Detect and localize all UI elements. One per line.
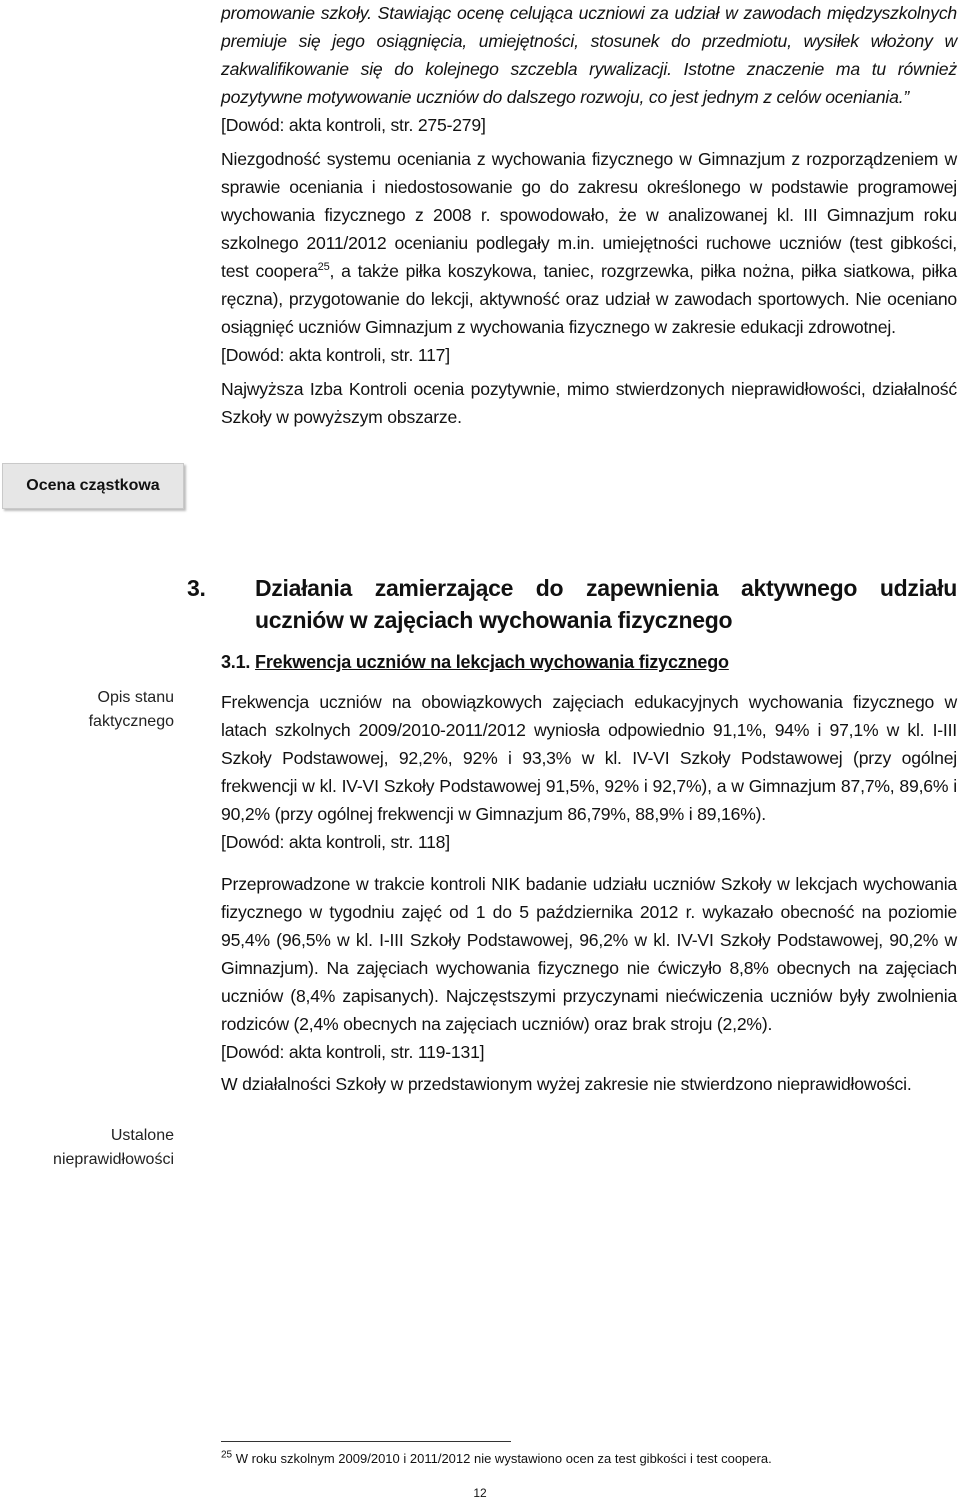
section-title: Działania zamierzające do zapewnienia aktywnego udziału uczniów w zajęciach wychowania fizycznego (255, 575, 957, 633)
fact-description-body (221, 688, 957, 1098)
irregularities-label-line2: nieprawidłowości (53, 1151, 174, 1168)
section-number: 3. (187, 575, 206, 601)
page-number: 12 (473, 1486, 487, 1500)
evidence-reference: [Dowód: akta kontroli, str. 118] (221, 832, 450, 852)
partial-assessment-label-text: Ocena cząstkowa (26, 477, 160, 494)
subsection-number: 3.1. (221, 652, 251, 672)
fact-label-line1: Opis stanu (97, 689, 174, 706)
irregularities-label (53, 1124, 174, 1172)
fact-description-label (89, 686, 174, 734)
quote-paragraph: promowanie szkoły. Stawiając ocenę celująca uczniowi za udział w zawodach międzyszkolnych premiuje się jego osiągnięcia, umiejętności, stosunek do przedmiotu, wysiłek włożony w zakwalifikowanie się do kolejnego szczebla rywalizacji. Istotne znaczenie ma tu również pozytywne motywowanie uczniów do dalszego rozwoju, co jest jednym z celów oceniania.” (221, 3, 957, 107)
partial-assessment-text: Najwyższa Izba Kontroli ocenia pozytywnie, mimo stwierdzonych nieprawidłowości, działalność Szkoły w powyższym obszarze. (221, 379, 957, 427)
evidence-reference: [Dowód: akta kontroli, str. 117] (221, 345, 450, 365)
evidence-reference: [Dowód: akta kontroli, str. 275-279] (221, 115, 486, 135)
footnote-ref: 25 (317, 261, 330, 274)
irregularities-label-line1: Ustalone (110, 1127, 174, 1144)
subsection-heading (221, 649, 957, 675)
assessment-paragraph (221, 145, 957, 341)
continuation-block (221, 0, 957, 431)
assessment-text-b: , a także piłka koszykowa, taniec, rozgrzewka, piłka nożna, piłka siatkowa, piłka ręczna), przygotowanie do lekcji, aktywność oraz udział w zawodach sportowych. Nie oceniano osiągnięć uczniów Gimnazjum z wychowania fizycznego w zakresie edukacji zdrowotnej. (221, 261, 957, 337)
fact-label-line2: faktycznego (88, 713, 174, 730)
partial-assessment-label (2, 463, 184, 509)
subsection-title: Frekwencja uczniów na lekcjach wychowania fizycznego (255, 652, 729, 672)
evidence-reference: [Dowód: akta kontroli, str. 119-131] (221, 1042, 485, 1062)
section-heading (187, 572, 957, 636)
inspection-paragraph: Przeprowadzone w trakcie kontroli NIK badanie udziału uczniów Szkoły w lekcjach wychowania fizycznego w tygodniu zajęć od 1 do 5 października 2012 r. wykazało obecność na poziomie 95,4% (96,5% w kl. I-III Szkoły Podstawowej, 96,2% w kl. IV-VI Szkoły Podstawowej, 90,2% w Gimnazjum). Na zajęciach wychowania fizycznego nie ćwiczyło 8,8% obecnych na zajęciach uczniów (8,4% zapisanych). Najczęstszymi przyczynami niećwiczenia uczniów były zwolnienia rodziców (2,4% obecnych na zajęciach uczniów) oraz brak stroju (2,2%). (221, 874, 957, 1034)
footnote-text: W roku szkolnym 2009/2010 i 2011/2012 nie wystawiono ocen za test gibkości i test coopera. (232, 1451, 772, 1466)
assessment-text-a: Niezgodność systemu oceniania z wychowania fizycznego w Gimnazjum z rozporządzeniem w sprawie oceniania i niedostosowanie go do zakresu określonego w podstawie programowej wychowania fizycznego z 2008 r. spowodowało, że w analizowanej kl. III Gimnazjum roku szkolnego 2011/2012 ocenianiu podlegały m.in. umiejętności ruchowe uczniów (test gibkości, test coopera (221, 149, 957, 281)
attendance-paragraph: Frekwencja uczniów na obowiązkowych zajęciach edukacyjnych wychowania fizycznego w latach szkolnych 2009/2010-2011/2012 wyniosła odpowiednio 91,1%, 94% i 97,1% w kl. I-III Szkoły Podstawowej, 92,2%, 92% i 93,3% w kl. IV-VI Szkoły Podstawowej (przy ogólnej frekwencji w kl. IV-VI Szkoły Podstawowej 91,5%, 92% i 92,7%), a w Gimnazjum 87,7%, 89,6% i 90,2% (przy ogólnej frekwencji w Gimnazjum 86,79%, 88,9% i 89,16%). (221, 692, 957, 824)
section-3 (187, 572, 957, 675)
footnote-mark: 25 (221, 1449, 233, 1461)
irregularities-text: W działalności Szkoły w przedstawionym wyżej zakresie nie stwierdzono nieprawidłowości. (221, 1074, 912, 1094)
footnote-divider (221, 1441, 511, 1442)
footnote (221, 1450, 957, 1468)
